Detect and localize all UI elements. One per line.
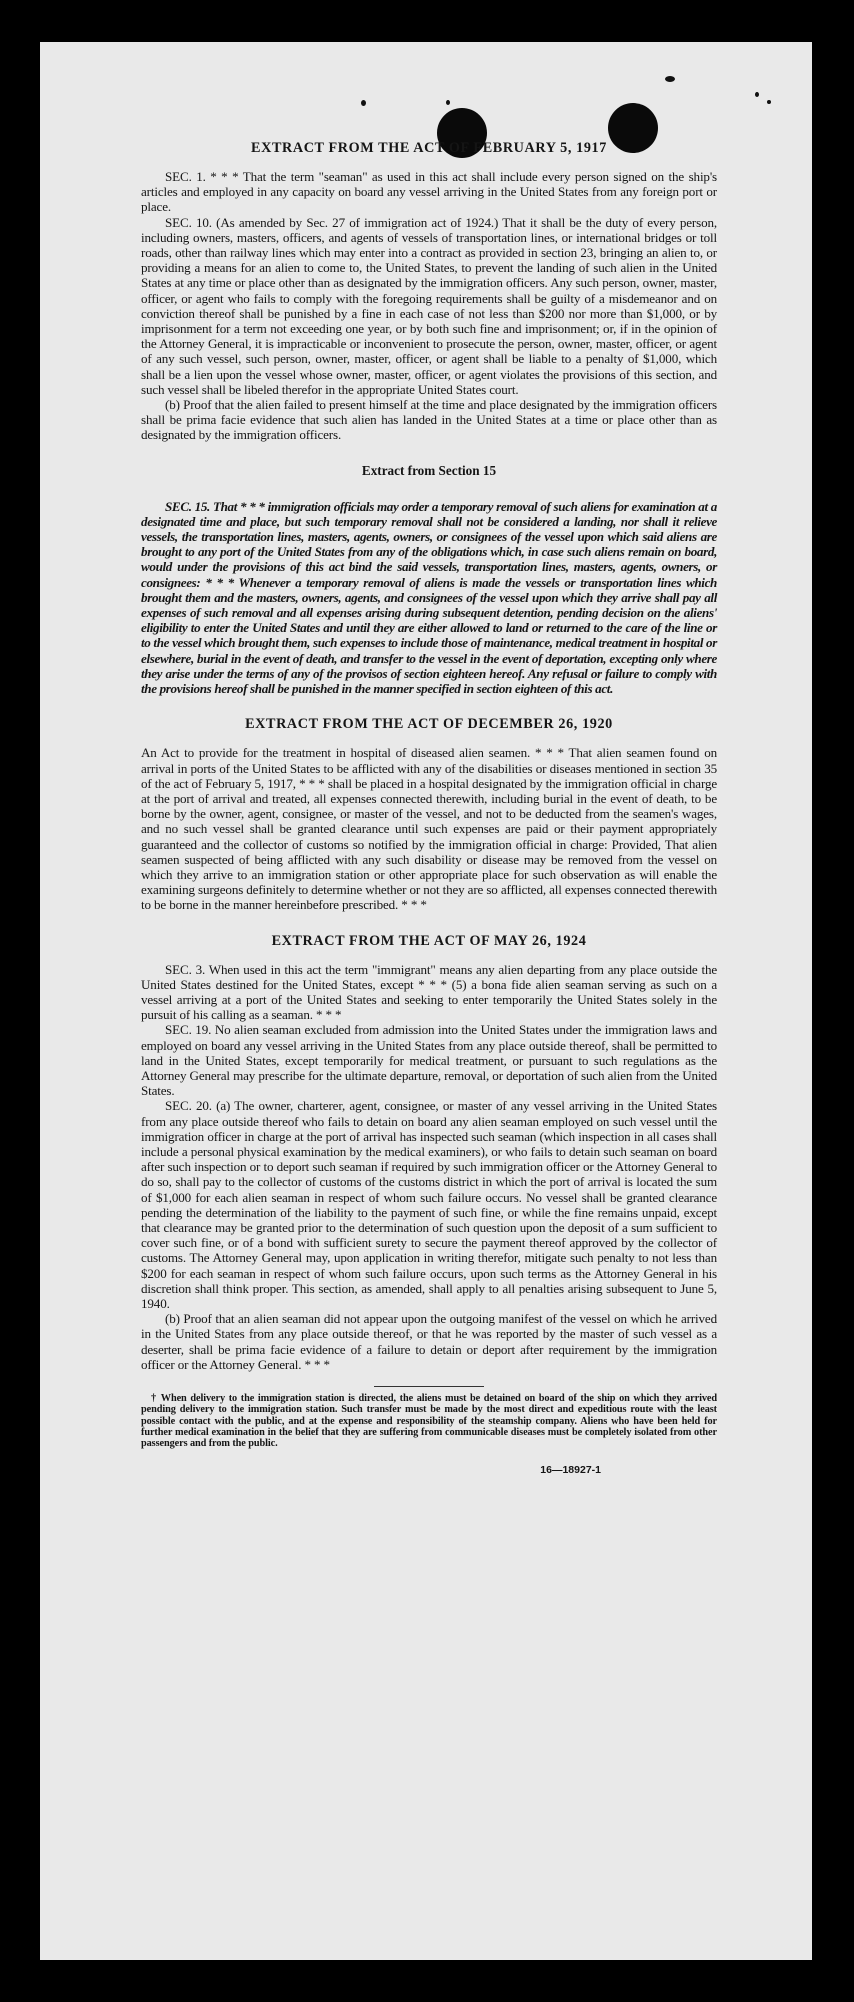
heading-act-1924: EXTRACT FROM THE ACT OF MAY 26, 1924 bbox=[271, 932, 587, 949]
paragraph-sec-10-b: (b) Proof that the alien failed to present himself at the time and place designated by the immigration officers shall be prima facie evidence that such alien has landed in the United States at a time or place other than as designated by the immigration officers. bbox=[141, 397, 717, 443]
paragraph-sec-15: SEC. 15. That * * * immigration officials may order a temporary removal of such aliens for examination at a designated time and place, but such temporary removal shall not be considered a landing, nor shall it relieve vessels, the transportation lines, masters, agents, owners, or consignees of the vessel upon which said aliens are brought to any port of the United States from any of the obligations which, in case such aliens remain on board, would under the provisions of this act bind the said vessels, transportation lines, masters, agents, owners, or consignees: * * * Whenever a temporary removal of aliens is made the vessels or transportation lines which brought them and the masters, owners, agents, and consignees of the vessel upon which they arrive shall pay all expenses of such removal and all expenses arising during subsequent detention, pending decision on the aliens' eligibility to enter the United States and until they are either allowed to land or returned to the care of the line or to the vessel which brought them, such expenses to include those of maintenance, medical treatment in hospital or elsewhere, burial in the event of death, and transfer to the vessel in the event of deportation, excepting only where they arise under the terms of any of the provisos of section eighteen hereof. Any refusal or failure to comply with the provisions hereof shall be punished in the manner specified in section eighteen of this act. bbox=[141, 498, 717, 697]
ink-speck bbox=[767, 100, 771, 104]
ink-speck bbox=[755, 92, 759, 97]
heading-act-1920: EXTRACT FROM THE ACT OF DECEMBER 26, 1920 bbox=[245, 716, 613, 733]
form-code: 16—18927-1 bbox=[540, 1463, 601, 1476]
paragraph-sec-20-b: (b) Proof that an alien seaman did not appear upon the outgoing manifest of the vessel on which he arrived in the United States from any place outside thereof, or that he was reported by the master of such vessel as a deserter, shall be prima facie evidence of a failure to detain or deport after requirement by the immigration officer or the Attorney General. * * * bbox=[141, 1311, 717, 1372]
paragraph-sec-10: SEC. 10. (As amended by Sec. 27 of immigration act of 1924.) That it shall be the duty of every person, including owners, masters, officers, and agents of vessels of transportation lines, or international bridges or toll roads, other than railway lines which may enter into a contract as provided in section 23, bringing an alien to, or providing a means for an alien to come to, the United States, to prevent the landing of such alien in the United States at any time or place other than as designated by the immigration officers. Any such person, owner, master, officer, or agent who fails to comply with the foregoing requirements shall be guilty of a misdemeanor and on conviction thereof shall be punished by a fine in each case of not less than $200 nor more than $1,000, or by imprisonment for a term not exceeding one year, or by both such fine and imprisonment; or, if in the opinion of the Attorney General, it is impracticable or inconvenient to prosecute the person, owner, master, officer, or agent of any such vessel, such person, owner, master, officer, or agent shall be liable to a penalty of $1,000, which shall be a lien upon the vessel whose owner, master, officer, or agent violates the provisions of this section, and such vessel shall be libeled therefor in the appropriate United States court. bbox=[141, 214, 717, 397]
ink-speck bbox=[446, 100, 450, 105]
paragraph-act-1920: An Act to provide for the treatment in hospital of diseased alien seamen. * * * That alien seamen found on arrival in ports of the United States to be afflicted with any of the disabilities or diseases mentioned in section 35 of the act of February 5, 1917, * * * shall be placed in a hospital designated by the immigration official in charge at the port of arrival and treated, all expenses connected therewith, including burial in the event of death, to be borne by the owner, agent, consignee, or master of the vessel, and not to be deducted from the seamen's wages, and no such vessel shall be granted clearance until such expenses are paid or their payment appropriately guaranteed and the collector of customs so notified by the immigration official in charge: Provided, That alien seamen suspected of being afflicted with any such disability or disease may be removed from the vessel on which they arrive to an immigration station or other appropriate place for such observation as will enable the examining surgeons definitely to determine whether or not they are so afflicted, all expenses connected therewith to be borne in the manner hereinbefore prescribed. * * * bbox=[141, 745, 717, 913]
footnote-divider bbox=[374, 1386, 484, 1387]
paragraph-sec-20-a: SEC. 20. (a) The owner, charterer, agent, consignee, or master of any vessel arriving in the United States from any place outside thereof who fails to detain on board any alien seaman employed on such vessel until the immigration officer in charge at the port of arrival has inspected such seaman (which inspection in all cases shall include a personal physical examination by the medical examiners), or who fails to detain such seaman on board after such inspection or to deport such seaman if required by such immigration officer or the Attorney General to do so, shall pay to the collector of customs of the customs district in which the port of arrival is located the sum of $1,000 for each alien seaman in respect of whom such failure occurs. No vessel shall be granted clearance pending the determination of the liability to the payment of such fine, or while the fine remains unpaid, except that clearance may be granted prior to the determination of such question upon the deposit of a sum sufficient to cover such fine, or of a bond with sufficient surety to secure the payment thereof approved by the collector of customs. The Attorney General may, upon application in writing therefor, mitigate such penalty to not less than $200 for each seaman in respect of whom such failure occurs, upon such terms as the Attorney General in his discretion shall think proper. This section, as amended, shall apply to all penalties arising subsequent to June 5, 1940. bbox=[141, 1098, 717, 1311]
document-page bbox=[40, 42, 812, 1960]
ink-speck bbox=[665, 76, 675, 82]
paragraph-sec-19: SEC. 19. No alien seaman excluded from admission into the United States under the immigration laws and employed on board any vessel arriving in the United States from any place outside thereof, shall be permitted to land in the United States, except temporarily for medical treatment, or pursuant to such regulations as the Attorney General may prescribe for the ultimate departure, removal, or deportation of such alien from the United States. bbox=[141, 1022, 717, 1099]
heading-act-1917: EXTRACT FROM THE ACT OF FEBRUARY 5, 1917 bbox=[251, 140, 607, 156]
footnote: † When delivery to the immigration station is directed, the aliens must be detained on board of the ship on which they arrived pending delivery to the immigration station. Such transfer must be made by the most direct and expeditious route with the least possible contact with the public, and at the expense and responsibility of the steamship company. Aliens who have been held for further medical examination in the belief that they are suffering from communicable diseases must be completely isolated from other passengers and from the public. bbox=[141, 1393, 717, 1450]
paragraph-sec-1: SEC. 1. * * * That the term "seaman" as used in this act shall include every person signed on the ship's articles and employed in any capacity on board any vessel arriving in the United States from any foreign port or place. bbox=[141, 169, 717, 215]
paragraph-sec-3: SEC. 3. When used in this act the term "immigrant" means any alien departing from any place outside the United States destined for the United States, except * * * (5) a bona fide alien seaman serving as such on a vessel arriving at a port of the United States and seeking to enter temporarily the United States solely in the pursuit of his calling as a seaman. * * * bbox=[141, 961, 717, 1023]
ink-speck bbox=[361, 100, 366, 106]
document-body bbox=[141, 140, 717, 1476]
heading-section-15: Extract from Section 15 bbox=[361, 462, 497, 478]
